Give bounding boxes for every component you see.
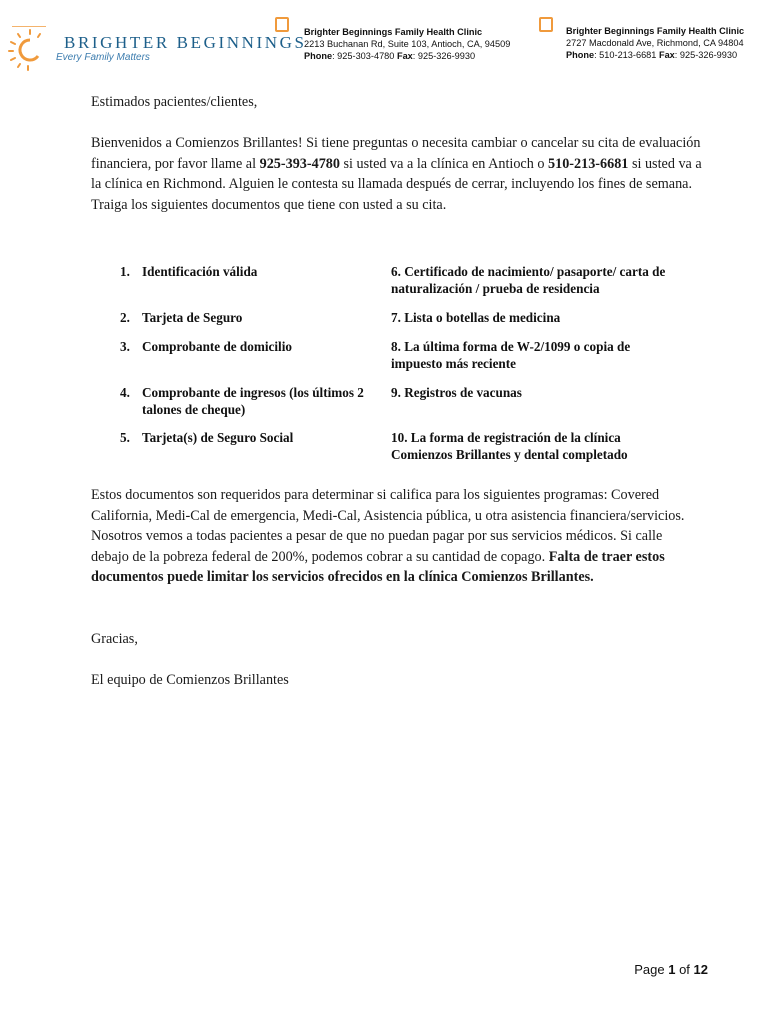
document-list-item: 8. La última forma de W-2/1099 o copia de impuesto más reciente <box>391 339 631 371</box>
clinic-marker-icon <box>275 17 289 32</box>
intro-paragraph: Bienvenidos a Comienzos Brillantes! Si tiene preguntas o necesita cambiar o cancelar su cita de evaluación financiera, por favor llame al 925-393-4780 si usted va a la clínica en Antioch o 510-213-6681 si usted va a la clínica en Richmond. Alguien le contesta su llamada después de cerrar, incluyendo los fines de semana. Traiga los siguientes documentos que tiene con usted a su cita. <box>91 135 702 213</box>
clinic-name: Brighter Beginnings Family Health Clinic <box>566 26 745 36</box>
clinic-name: Brighter Beginnings Family Health Clinic <box>304 27 483 37</box>
signature: El equipo de Comienzos Brillantes <box>91 672 289 688</box>
requirements-paragraph: Estos documentos son requeridos para determinar si califica para los siguientes programas: Covered California, Medi-Cal de emergencia, Medi-Cal, Asistencia pública, u otra asistencia financiera/servicios. Nosotros vemos a todas pacientes a pesar de que no puedan pagar por sus servicios médicos. Si calle debajo de la pobreza federal de 200%, podemos cobrar a su cantidad de copago. Falta de traer estos documentos puede limitar los servicios ofrecidos en la clínica Comienzos Brillantes. <box>91 487 685 585</box>
logo-tagline: Every Family Matters <box>56 52 150 63</box>
brand-logo <box>8 22 307 72</box>
clinic-contact: Phone: 510-213-6681 Fax: 925-326-9930 <box>566 50 738 60</box>
document-list-item: 6. Certificado de nacimiento/ pasaporte/ carta de naturalización / prueba de residencia <box>391 264 666 296</box>
clinic-antioch-info <box>304 26 510 62</box>
sun-logo-icon <box>8 26 54 72</box>
antioch-phone: 925-393-4780 <box>259 155 340 172</box>
clinic-marker-icon <box>539 17 553 32</box>
clinic-address: 2727 Macdonald Ave, Richmond, CA 94804 <box>566 38 744 48</box>
document-list-item: 9. Registros de vacunas <box>391 385 522 400</box>
richmond-phone: 510-213-6681 <box>548 155 629 172</box>
clinic-address: 2213 Buchanan Rd, Suite 103, Antioch, CA, 94509 <box>304 39 511 49</box>
closing-thanks: Gracias, <box>91 631 138 647</box>
document-list-item: 7. Lista o botellas de medicina <box>391 310 561 325</box>
clinic-contact: Phone: 925-303-4780 Fax: 925-326-9930 <box>304 51 476 61</box>
greeting: Estimados pacientes/clientes, <box>91 94 258 110</box>
requirements-warning: Falta de traer estos documentos puede limitar los servicios ofrecidos en la clínica Comienzos Brillantes. <box>91 548 665 585</box>
page-number: Page 1 of 12 <box>634 962 708 977</box>
logo-wordmark: BRIGHTER BEGINNINGS <box>64 33 307 52</box>
document-list-item: 10. La forma de registración de la clínica Comienzos Brillantes y dental completado <box>391 430 628 462</box>
document-page: BRIGHTER BEGINNINGS Every Family Matters Brighter Beginnings Family Health Clinic 2213 Buchanan Rd, Suite 103, Antioch, CA, 94509 Phone: 925-303-4780 Fax: 925-326-9930 Brighter Beginnings Family Health Clinic 2727 Macdonald Ave, Richmond, CA 94804 Phone: 510-213-6681 Fax: 925-326-9930 Estimados pacientes/clientes, Bienvenidos a Comienzos Brillantes! Si tiene preguntas o necesita cambiar o cancelar su cita de evaluación financiera, por favor llame al 925-393-4780 si usted va a la clínica en Antioch o 510-213-6681 si usted va a la clínica en Richmond. Alguien le contesta su llamada después de cerrar, incluyendo los fines de semana. Traiga los siguientes documentos que tiene con usted a su cita. 1. Identificación válida 2. Tarjeta de Seguro 3. Comprobante de domicilio 4. Comprobante de ingresos (los últimos 2 talones de cheque) 5. Tarjeta(s) de Seguro Social 6. Certificado de nacimiento/ pasaporte/ carta de naturalización / prueba de residencia 7. Lista o botellas de medicina 8. La última forma de W-2/1099 o copia de impuesto más reciente 9. Registros de vacunas 10. La forma de registración de la clínica Comienzos Brillantes y dental completado Estos documentos son requeridos para determinar si califica para los siguientes programas: Covered California, Medi-Cal de emergencia, Medi-Cal, Asistencia pública, u otra asistencia financiera/servicios. Nosotros vemos a todas pacientes a pesar de que no puedan pagar por sus servicios médicos. Si calle debajo de la pobreza federal de 200%, podemos cobrar a su cantidad de copago. Falta de traer estos documentos puede limitar los servicios ofrecidos en la clínica Comienzos Brillantes. Gracias, El equipo de Comienzos Brillantes Page 1 of 12 <box>0 0 770 1024</box>
clinic-richmond-info <box>566 25 744 61</box>
